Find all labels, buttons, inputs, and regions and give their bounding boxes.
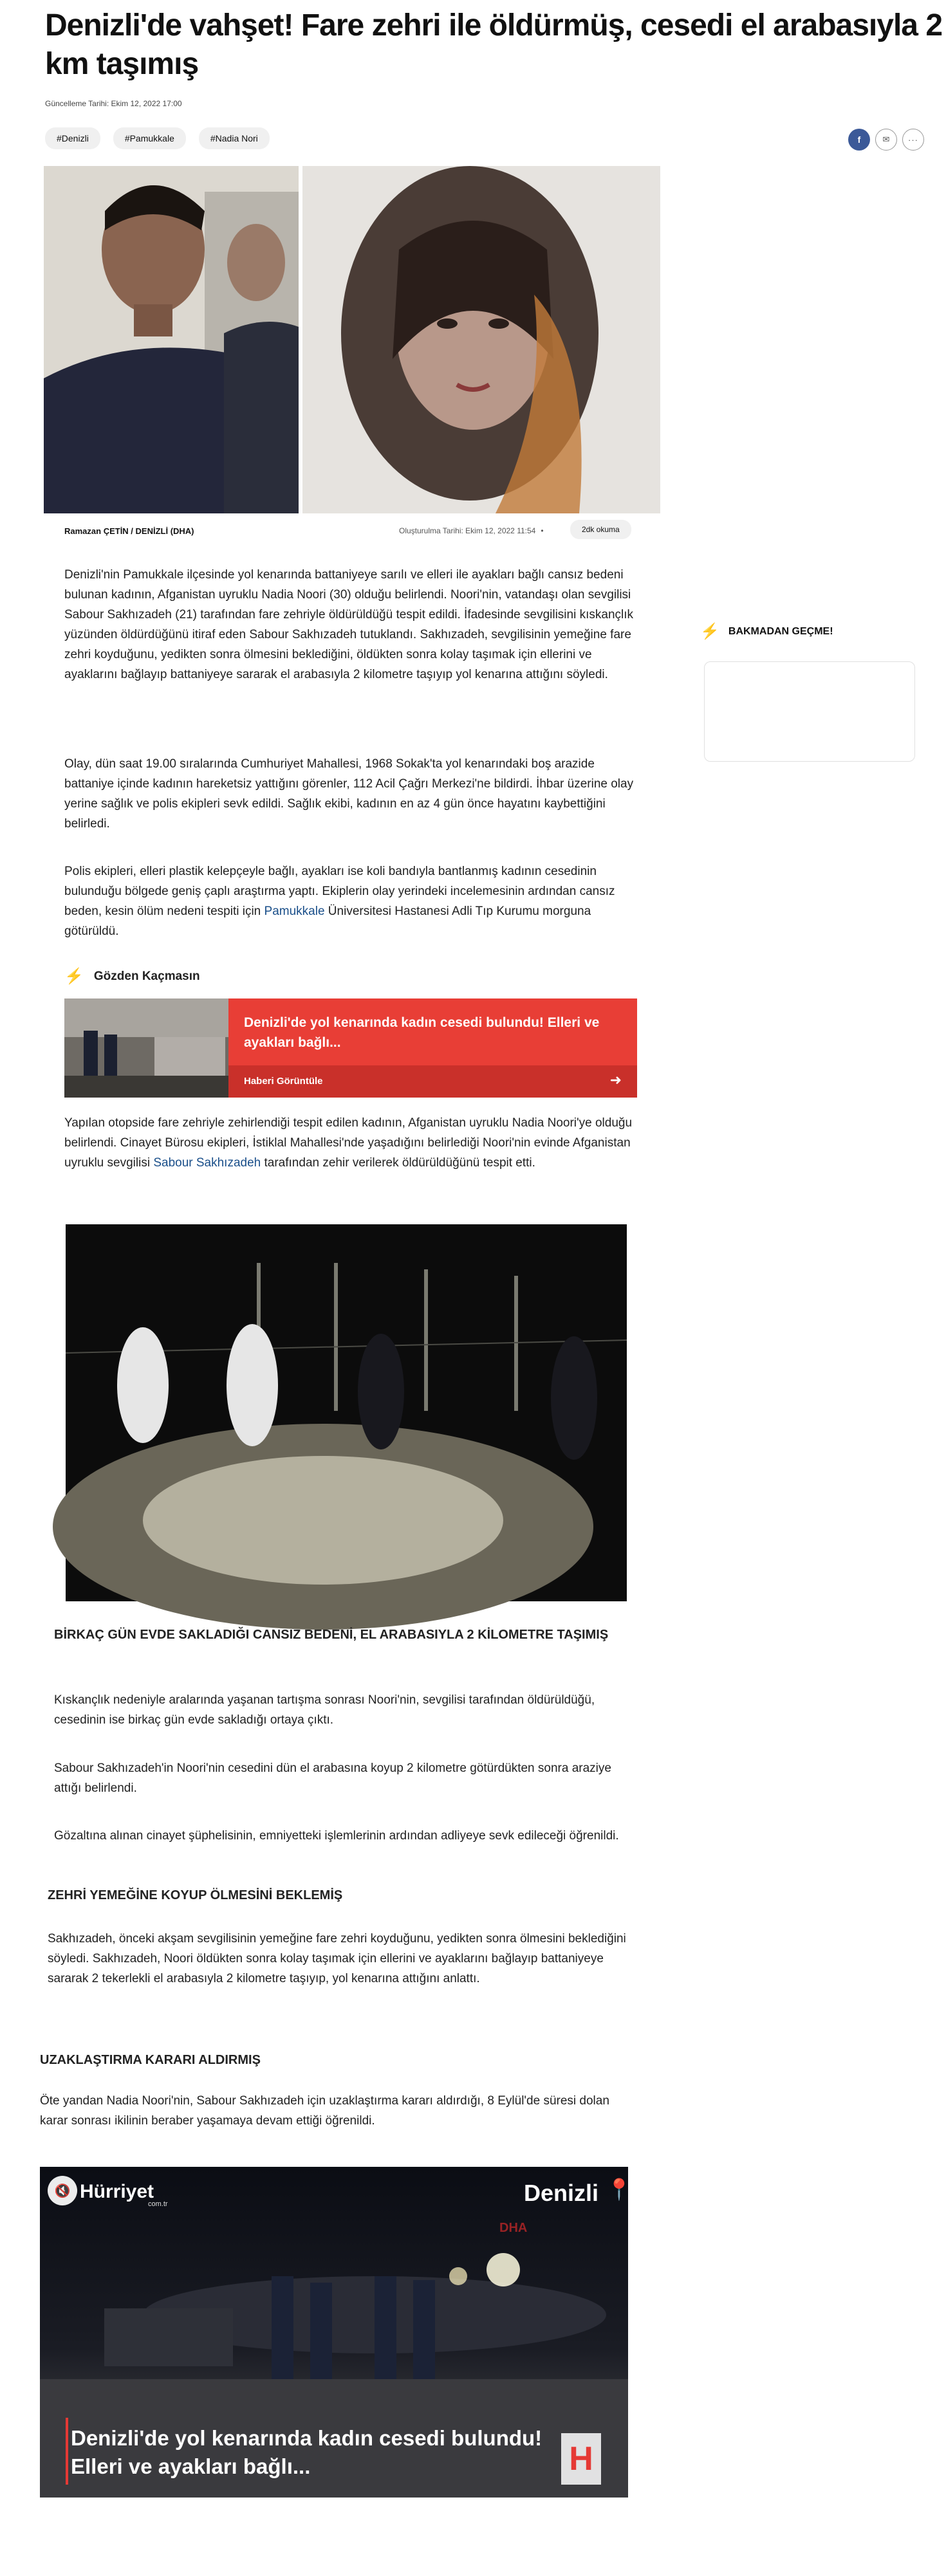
view-news-label[interactable]: Haberi Görüntüle [244, 1076, 323, 1087]
video-brand-domain: com.tr [148, 2200, 168, 2208]
article-paragraph-8: Sakhızadeh, önceki akşam sevgilisinin yemeğine fare zehri koyduğunu, yedikten sonra ölmesini beklediğini söyledi. Sakhızadeh, Noori öldükten sonra kolay taşımak için ellerini ve ayaklarını bağlayıp battaniyeye sararak 2 tekerlekli el arabasıyla 2 kilometre taşıyıp, yol kenarına attığını anlattı. [48, 1932, 626, 1985]
related-thumbnail-illustration [64, 998, 228, 1098]
subheading-1: BİRKAÇ GÜN EVDE SAKLADIĞI CANSIZ BEDENİ, EL ARABASIYLA 2 KİLOMETRE TAŞIMIŞ [54, 1628, 609, 1642]
related-news-body [228, 998, 637, 1098]
video-watermark: DHA [499, 2221, 528, 2235]
related-news-thumbnail [64, 998, 228, 1098]
victim-illustration [302, 166, 660, 513]
article-paragraph-7: Gözaltına alınan cinayet şüphelisinin, emniyetteki işlemlerinin ardından adliyeye sevk edileceği öğrenildi. [54, 1829, 619, 1843]
created-date [399, 526, 549, 535]
crime-scene-illustration [66, 1224, 627, 1601]
video-channel-logo: H [561, 2433, 601, 2485]
paragraph-3-text: Polis ekipleri, elleri plastik kelepçeyle bağlı, ayakları ise koli bandıyla bantlanmış kadının cesedinin bulunduğu bölgede geniş çaplı araştırma yaptı. Ekiplerin olay yerindeki incelemesinin ardından cansız beden, kesin ölüm nedeni tespiti için [64, 865, 615, 918]
tag-pamukkale[interactable]: #Pamukkale [113, 127, 186, 149]
article-title: Denizli'de vahşet! Fare zehri ile öldürmüş, cesedi el arabasıyla 2 km taşımış [45, 8, 943, 81]
bolt-icon: ⚡ [700, 623, 719, 640]
video-city-label: Denizli [524, 2180, 599, 2206]
updated-date: Güncelleme Tarihi: Ekim 12, 2022 17:00 [45, 99, 182, 108]
share-bar [848, 129, 924, 151]
author-byline: Ramazan ÇETİN / DENİZLİ (DHA) [64, 526, 194, 536]
speaker-mute-icon[interactable]: 🔇 [48, 2176, 77, 2205]
mail-share-icon[interactable]: ✉ [875, 129, 897, 151]
video-player[interactable] [40, 2167, 632, 2498]
gozden-kacmasin-header [64, 969, 200, 984]
related-news-title[interactable]: Denizli'de yol kenarında kadın cesedi bulundu! Elleri ve ayakları bağlı... [244, 1015, 600, 1050]
hero-photo-suspect [44, 166, 299, 513]
article-paragraph-3 [64, 861, 637, 941]
video-caption: Denizli'de yol kenarında kadın cesedi bulundu! Elleri ve ayakları bağlı... [71, 2426, 543, 2478]
crime-scene-photo [66, 1224, 627, 1601]
bolt-icon: ⚡ [64, 968, 84, 985]
hero-photo-victim [302, 166, 660, 513]
pamukkale-link[interactable]: Pamukkale [264, 905, 325, 918]
tag-denizli[interactable]: #Denizli [45, 127, 100, 149]
video-brand-logo: Hürriyet [80, 2181, 154, 2202]
sidebar-widget [704, 661, 915, 762]
article-paragraph-4 [64, 1113, 637, 1173]
tag-list [45, 127, 270, 149]
sabour-sakhizadeh-link[interactable]: Sabour Sakhızadeh [153, 1156, 261, 1170]
facebook-share-icon[interactable]: f [848, 129, 870, 151]
article-paragraph-1: Denizli'nin Pamukkale ilçesinde yol kenarında battaniyeye sarılı ve elleri ile ayakları bağlı cansız bedeni bulunan kadının, Afganistan uyruklu Nadia Noori (30) olduğu belirlendi. Noori'nin, vatandaşı olan sevgilisi Sabour Sakhızadeh (21) tarafından fare zehriyle öldürüldüğü tespit edildi. İfadesinde sevgilisini kıskançlık yüzünden öldürdüğünü itiraf eden Sabour Sakhızadeh tutuklandı. Sakhızadeh, sevgilisinin yemeğine fare zehri koyduğunu, yedikten sonra ölmesini beklediğini, öldükten sonra kolay taşımak için ellerini ve ayaklarını bağlayıp battaniyeye sararak el arabasıyla 2 kilometre taşıyıp yol kenarına attığını söyledi. [64, 568, 634, 681]
article-paragraph-2: Olay, dün saat 19.00 sıralarında Cumhuriyet Mahallesi, 1968 Sokak'ta yol kenarındaki boş arazide battaniye içinde kadının hareketsiz yattığını görenler, 112 Acil Çağrı Merkezi'ne bildirdi. İhbar üzerine olay yerine sağlık ve polis ekipleri sevk edildi. Sağlık ekibi, kadının en az 4 gün önce hayatını kaybettiğini belirledi. [64, 757, 634, 831]
paragraph-4-tail: tarafından zehir verilerek öldürüldüğünü tespit etti. [261, 1156, 535, 1170]
video-caption-bar [66, 2418, 68, 2485]
subheading-3: UZAKLAŞTIRMA KARARI ALDIRMIŞ [40, 2053, 261, 2067]
sidebar-heading-label: BAKMADAN GEÇME! [728, 626, 833, 637]
created-date-text: Oluşturulma Tarihi: Ekim 12, 2022 11:54 [399, 526, 536, 535]
related-news-card[interactable] [64, 998, 637, 1098]
paragraph-4-text: Yapılan otopside fare zehriyle zehirlendiği tespit edilen kadının, Afganistan uyruklu Nadia Noori'ye olduğu belirlendi. Cinayet Bürosu ekipleri, İstiklal Mahallesi'nde yaşadığını belirlediği Noori'nin evinde Afganistan uyruklu sevgilisi [64, 1116, 633, 1170]
more-share-icon[interactable]: ··· [902, 129, 924, 151]
tag-nadia-nori[interactable]: #Nadia Nori [199, 127, 270, 149]
subheading-2: ZEHRİ YEMEĞİNE KOYUP ÖLMESİNİ BEKLEMİŞ [48, 1888, 343, 1902]
hero-image [44, 166, 660, 513]
sidebar-heading [700, 624, 833, 639]
paragraph-3-tail: Üniversitesi Hastanesi Adli Tıp Kurumu morguna götürüldü. [64, 905, 591, 938]
gozden-kacmasin-label: Gözden Kaçmasın [93, 970, 200, 983]
suspect-illustration [44, 166, 299, 513]
article-paragraph-9: Öte yandan Nadia Noori'nin, Sabour Sakhızadeh için uzaklaştırma kararı aldırdığı, 8 Eylül'de süresi dolan karar sonrası ikilinin beraber yaşamaya devam ettiği öğrenildi. [40, 2094, 609, 2128]
location-pin-icon: 📍 [606, 2178, 632, 2201]
created-separator: • [541, 526, 544, 535]
related-news-footer[interactable] [228, 1065, 637, 1098]
arrow-right-icon[interactable]: ➜ [609, 1072, 622, 1088]
read-time-badge: 2dk okuma [570, 520, 631, 539]
article-paragraph-6: Sabour Sakhızadeh'in Noori'nin cesedini dün el arabasına koyup 2 kilometre götürdükten sonra araziye attığı belirlendi. [54, 1762, 611, 1795]
article-paragraph-5: Kıskançlık nedeniyle aralarında yaşanan tartışma sonrası Noori'nin, sevgilisi tarafından öldürüldüğü, cesedinin ise birkaç gün evde sakladığı ortaya çıktı. [54, 1693, 595, 1727]
